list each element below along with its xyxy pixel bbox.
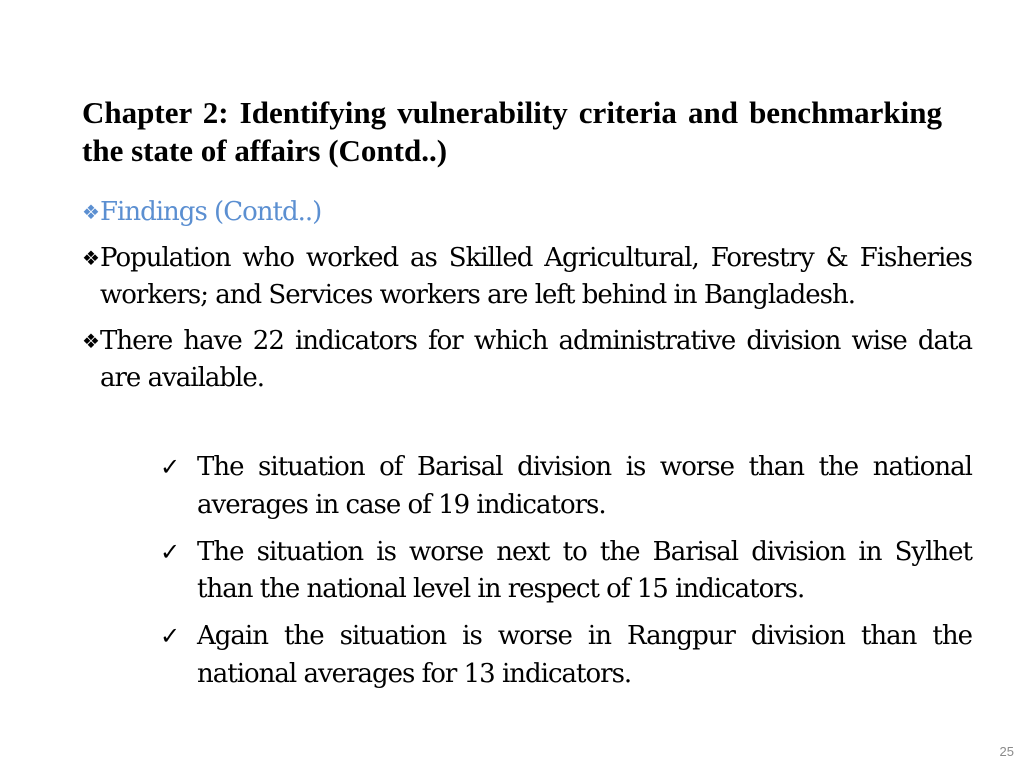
sub-bullet-rangpur [160,618,972,693]
diamond-bullet-icon: ❖ [82,200,100,224]
check-mark-icon: ✓ [160,453,181,481]
diamond-bullet-icon: ❖ [82,328,100,353]
bullet-list [82,194,972,406]
sub-bullet-text: The situation of Barisal division is worse than the national averages in case of 19 indicators. [197,452,972,520]
bullet-indicators [82,323,972,398]
bullet-text: Findings (Contd..) [100,197,322,227]
bullet-findings [82,194,972,232]
sub-bullet-text: The situation is worse next to the Barisal division in Sylhet than the national level in respect of 15 indicators. [197,536,972,604]
bullet-population [82,240,972,315]
bullet-text: There have 22 indicators for which administrative division wise data are available. [100,325,972,393]
sub-bullet-list [160,449,972,703]
page-number: 25 [999,744,1014,759]
check-mark-icon: ✓ [160,537,181,566]
sub-bullet-sylhet [160,534,972,609]
sub-bullet-text: Again the situation is worse in Rangpur division than the national averages for 13 indicators. [197,621,972,689]
slide-title: Chapter 2: Identifying vulnerability criteria and benchmarking the state of affairs (Contd..) [82,95,942,168]
bullet-text: Population who worked as Skilled Agricultural, Forestry & Fisheries workers; and Services workers are left behind in Bangladesh. [100,242,972,310]
diamond-bullet-icon: ❖ [82,245,100,270]
sub-bullet-barisal [160,449,972,524]
check-mark-icon: ✓ [160,622,181,650]
